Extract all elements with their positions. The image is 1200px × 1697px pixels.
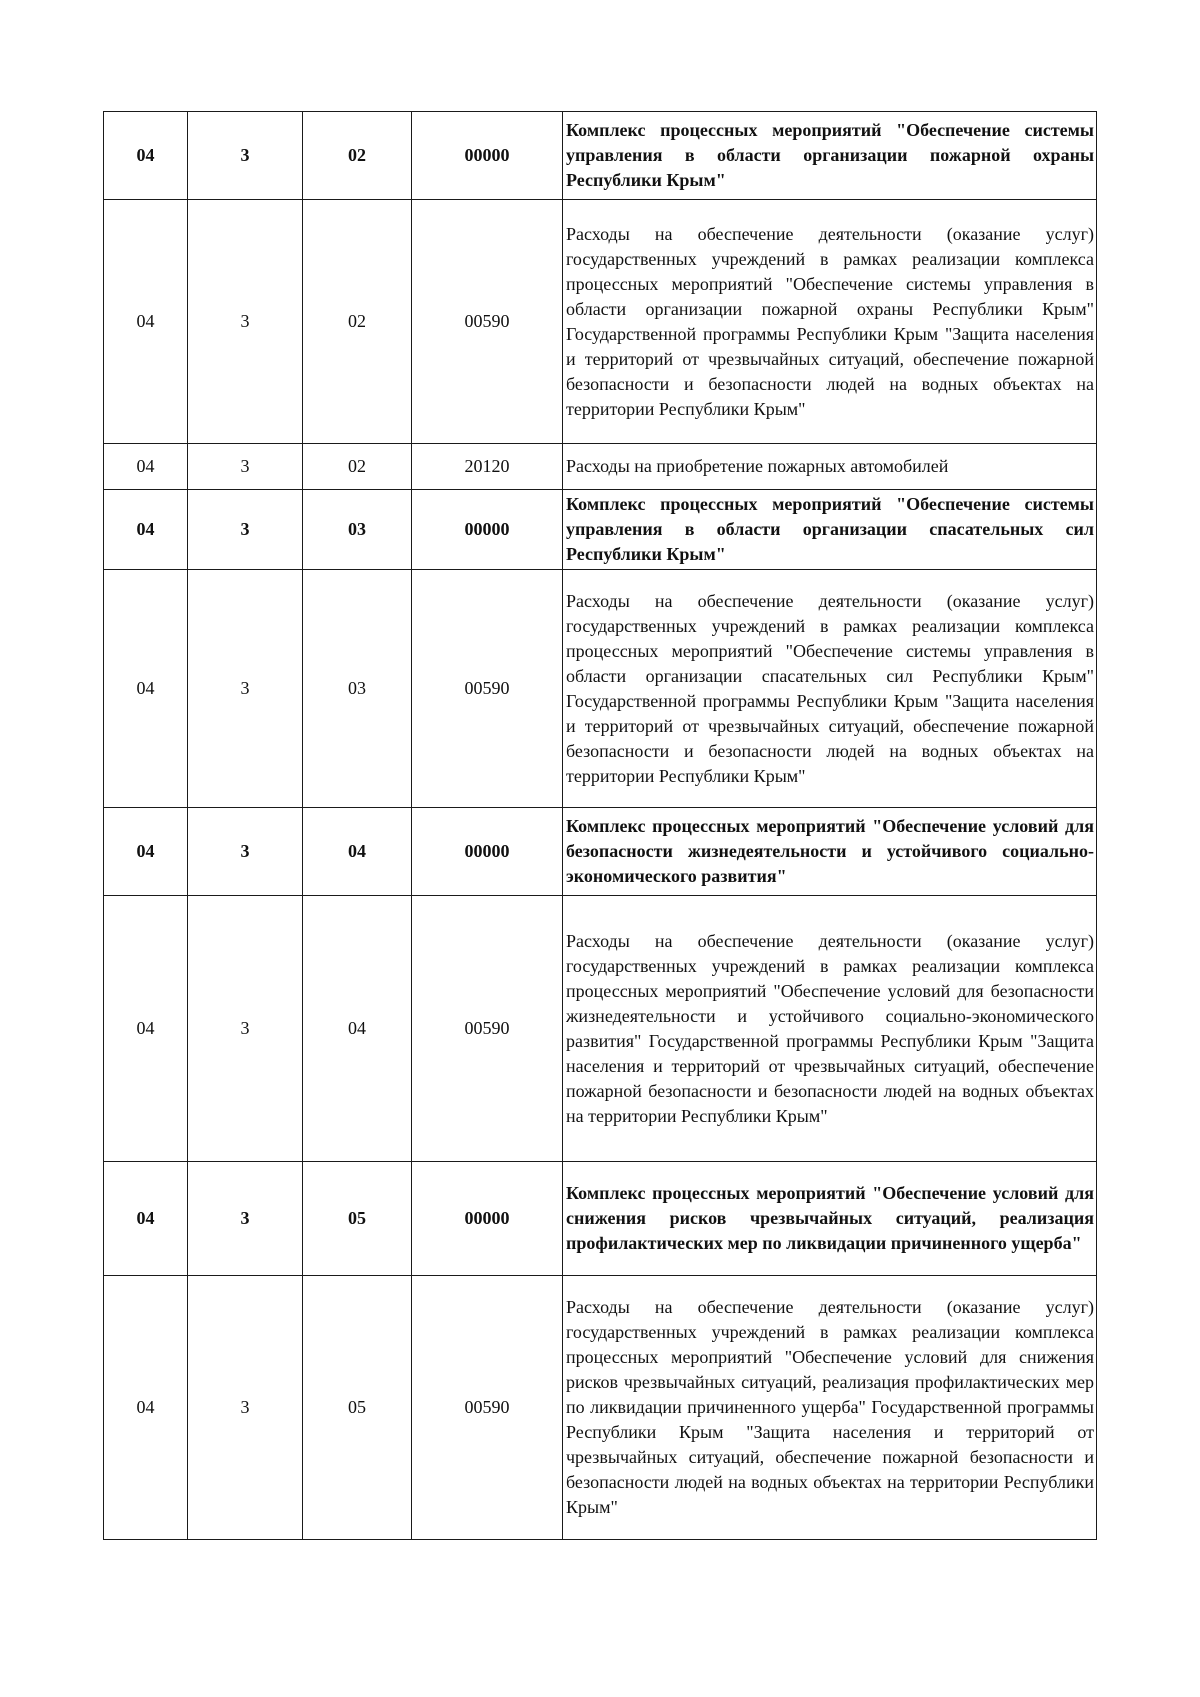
row-description: Комплекс процессных мероприятий "Обеспечение условий для безопасности жизнедеятельности и устойчивого социально-экономического развития": [563, 808, 1097, 896]
code-column-2: 3: [188, 1162, 303, 1276]
table-row: [104, 444, 1097, 490]
code-column-1: 04: [104, 896, 188, 1162]
code-column-1: 04: [104, 444, 188, 490]
table-row: [104, 1276, 1097, 1540]
row-description: Расходы на обеспечение деятельности (оказание услуг) государственных учреждений в рамках реализации комплекса процессных мероприятий "Обеспечение условий для снижения рисков чрезвычайных ситуаций, реализация профилактических мер по ликвидации причиненного ущерба" Государственной программы Республики Крым "Защита населения и территорий от чрезвычайных ситуаций, обеспечение пожарной безопасности и безопасности людей на водных объектах на территории Республики Крым": [563, 1276, 1097, 1540]
code-column-3: 02: [303, 200, 412, 444]
code-column-4: 00590: [412, 570, 563, 808]
code-column-1: 04: [104, 808, 188, 896]
code-column-4: 00000: [412, 808, 563, 896]
code-column-1: 04: [104, 200, 188, 444]
table-row: [104, 490, 1097, 570]
row-description: Расходы на обеспечение деятельности (оказание услуг) государственных учреждений в рамках реализации комплекса процессных мероприятий "Обеспечение условий для безопасности жизнедеятельности и устойчивого социально-экономического развития" Государственной программы Республики Крым "Защита населения и территорий от чрезвычайных ситуаций, обеспечение пожарной безопасности и безопасности людей на водных объектах на территории Республики Крым": [563, 896, 1097, 1162]
code-column-2: 3: [188, 1276, 303, 1540]
code-column-2: 3: [188, 112, 303, 200]
code-column-4: 00590: [412, 1276, 563, 1540]
code-column-1: 04: [104, 570, 188, 808]
budget-classification-table: [103, 111, 1097, 1540]
code-column-4: 00000: [412, 490, 563, 570]
code-column-2: 3: [188, 808, 303, 896]
code-column-1: 04: [104, 490, 188, 570]
code-column-3: 05: [303, 1276, 412, 1540]
code-column-3: 03: [303, 490, 412, 570]
code-column-2: 3: [188, 200, 303, 444]
code-column-2: 3: [188, 896, 303, 1162]
code-column-1: 04: [104, 1162, 188, 1276]
code-column-2: 3: [188, 570, 303, 808]
row-description: Расходы на обеспечение деятельности (оказание услуг) государственных учреждений в рамках реализации комплекса процессных мероприятий "Обеспечение системы управления в области организации спасательных сил Республики Крым" Государственной программы Республики Крым "Защита населения и территорий от чрезвычайных ситуаций, обеспечение пожарной безопасности и безопасности людей на водных объектах на территории Республики Крым": [563, 570, 1097, 808]
table-row: [104, 112, 1097, 200]
table-row: [104, 1162, 1097, 1276]
code-column-3: 05: [303, 1162, 412, 1276]
row-description: Комплекс процессных мероприятий "Обеспечение системы управления в области организации пожарной охраны Республики Крым": [563, 112, 1097, 200]
code-column-4: 20120: [412, 444, 563, 490]
document-page: [103, 111, 1096, 1540]
code-column-4: 00590: [412, 200, 563, 444]
row-description: Расходы на обеспечение деятельности (оказание услуг) государственных учреждений в рамках реализации комплекса процессных мероприятий "Обеспечение системы управления в области организации пожарной охраны Республики Крым" Государственной программы Республики Крым "Защита населения и территорий от чрезвычайных ситуаций, обеспечение пожарной безопасности и безопасности людей на водных объектах на территории Республики Крым": [563, 200, 1097, 444]
code-column-4: 00590: [412, 896, 563, 1162]
table-row: [104, 570, 1097, 808]
code-column-4: 00000: [412, 1162, 563, 1276]
code-column-3: 02: [303, 112, 412, 200]
table-row: [104, 200, 1097, 444]
table-row: [104, 808, 1097, 896]
row-description: Комплекс процессных мероприятий "Обеспечение условий для снижения рисков чрезвычайных ситуаций, реализация профилактических мер по ликвидации причиненного ущерба": [563, 1162, 1097, 1276]
code-column-3: 04: [303, 808, 412, 896]
code-column-4: 00000: [412, 112, 563, 200]
code-column-3: 02: [303, 444, 412, 490]
code-column-2: 3: [188, 490, 303, 570]
code-column-3: 04: [303, 896, 412, 1162]
code-column-1: 04: [104, 1276, 188, 1540]
code-column-3: 03: [303, 570, 412, 808]
row-description: Расходы на приобретение пожарных автомобилей: [563, 444, 1097, 490]
code-column-2: 3: [188, 444, 303, 490]
row-description: Комплекс процессных мероприятий "Обеспечение системы управления в области организации спасательных сил Республики Крым": [563, 490, 1097, 570]
table-row: [104, 896, 1097, 1162]
code-column-1: 04: [104, 112, 188, 200]
